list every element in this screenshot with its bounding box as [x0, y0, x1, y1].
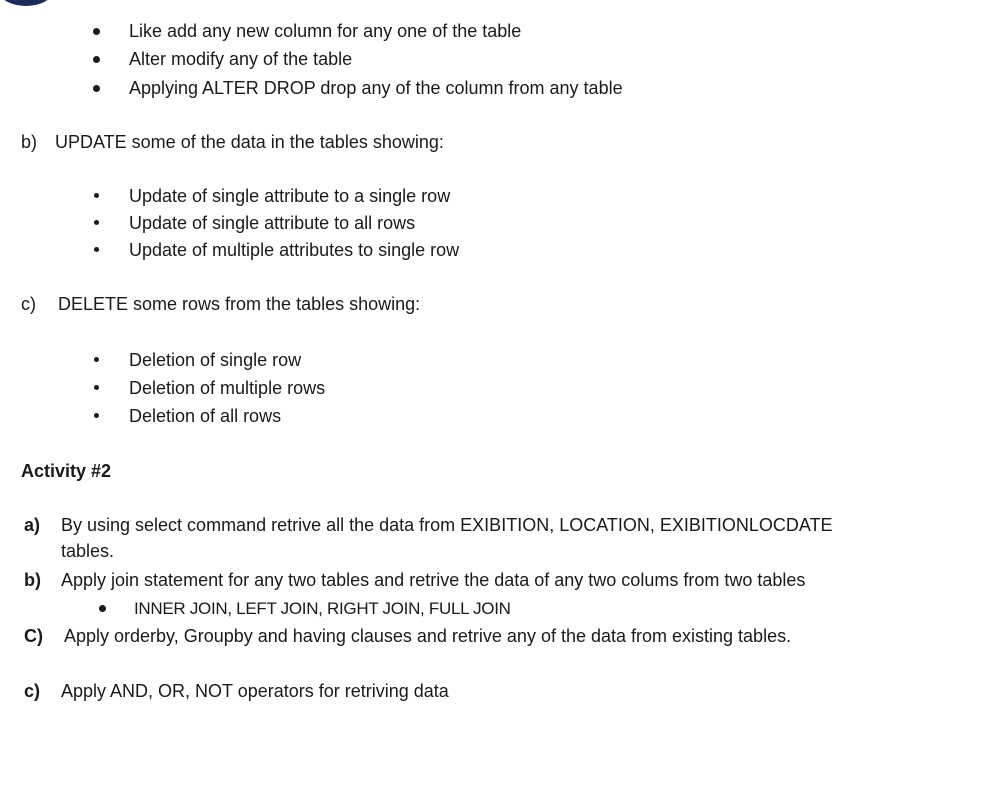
section-c-item: Deletion of single row — [129, 350, 302, 370]
activity-2-item-label: a) — [24, 515, 41, 535]
bullet-icon — [94, 247, 99, 252]
activity-2-item-label: b) — [24, 570, 41, 590]
section-b-label: b) — [21, 132, 38, 152]
logo-fragment-icon — [0, 0, 52, 12]
activity-2-item-text: By using select command retrive all the data from EXIBITION, LOCATION, EXIBITIONLOCDATE — [61, 515, 833, 535]
bullet-icon — [94, 357, 99, 362]
section-c-item: Deletion of all rows — [129, 406, 282, 426]
section-b-item: Update of single attribute to all rows — [129, 213, 416, 233]
activity-2-item-label: C) — [24, 626, 43, 646]
activity-2-item-text: Apply orderby, Groupby and having clauses and retrive any of the data from existing tables. — [64, 626, 792, 646]
activity-2-item-text: Apply AND, OR, NOT operators for retriving data — [61, 681, 449, 701]
bullet-icon — [94, 220, 99, 225]
bullet-icon — [93, 56, 100, 63]
activity-2-item-text: Apply join statement for any two tables and retrive the data of any two colums from two tables — [61, 570, 806, 590]
bullet-icon — [94, 193, 99, 198]
bullet-icon — [94, 385, 99, 390]
section-b-item: Update of multiple attributes to single row — [129, 240, 460, 260]
section-a-item: Alter modify any of the table — [129, 49, 353, 69]
activity-2-item-continuation: tables. — [61, 541, 115, 561]
activity-2-title: Activity #2 — [21, 461, 112, 481]
section-c-label: c) — [21, 294, 36, 314]
bullet-icon — [99, 605, 106, 612]
section-c-item: Deletion of multiple rows — [129, 378, 326, 398]
section-c-heading: DELETE some rows from the tables showing: — [58, 294, 421, 314]
section-a-item: Like add any new column for any one of the table — [129, 21, 522, 41]
section-b-item: Update of single attribute to a single row — [129, 186, 451, 206]
section-a-item: Applying ALTER DROP drop any of the column from any table — [129, 78, 623, 98]
bullet-icon — [94, 413, 99, 418]
section-b-heading: UPDATE some of the data in the tables showing: — [55, 132, 444, 152]
activity-2-item-label: c) — [24, 681, 41, 701]
bullet-icon — [93, 28, 100, 35]
bullet-icon — [93, 85, 100, 92]
activity-2-sub-item: INNER JOIN, LEFT JOIN, RIGHT JOIN, FULL JOIN — [134, 599, 511, 618]
